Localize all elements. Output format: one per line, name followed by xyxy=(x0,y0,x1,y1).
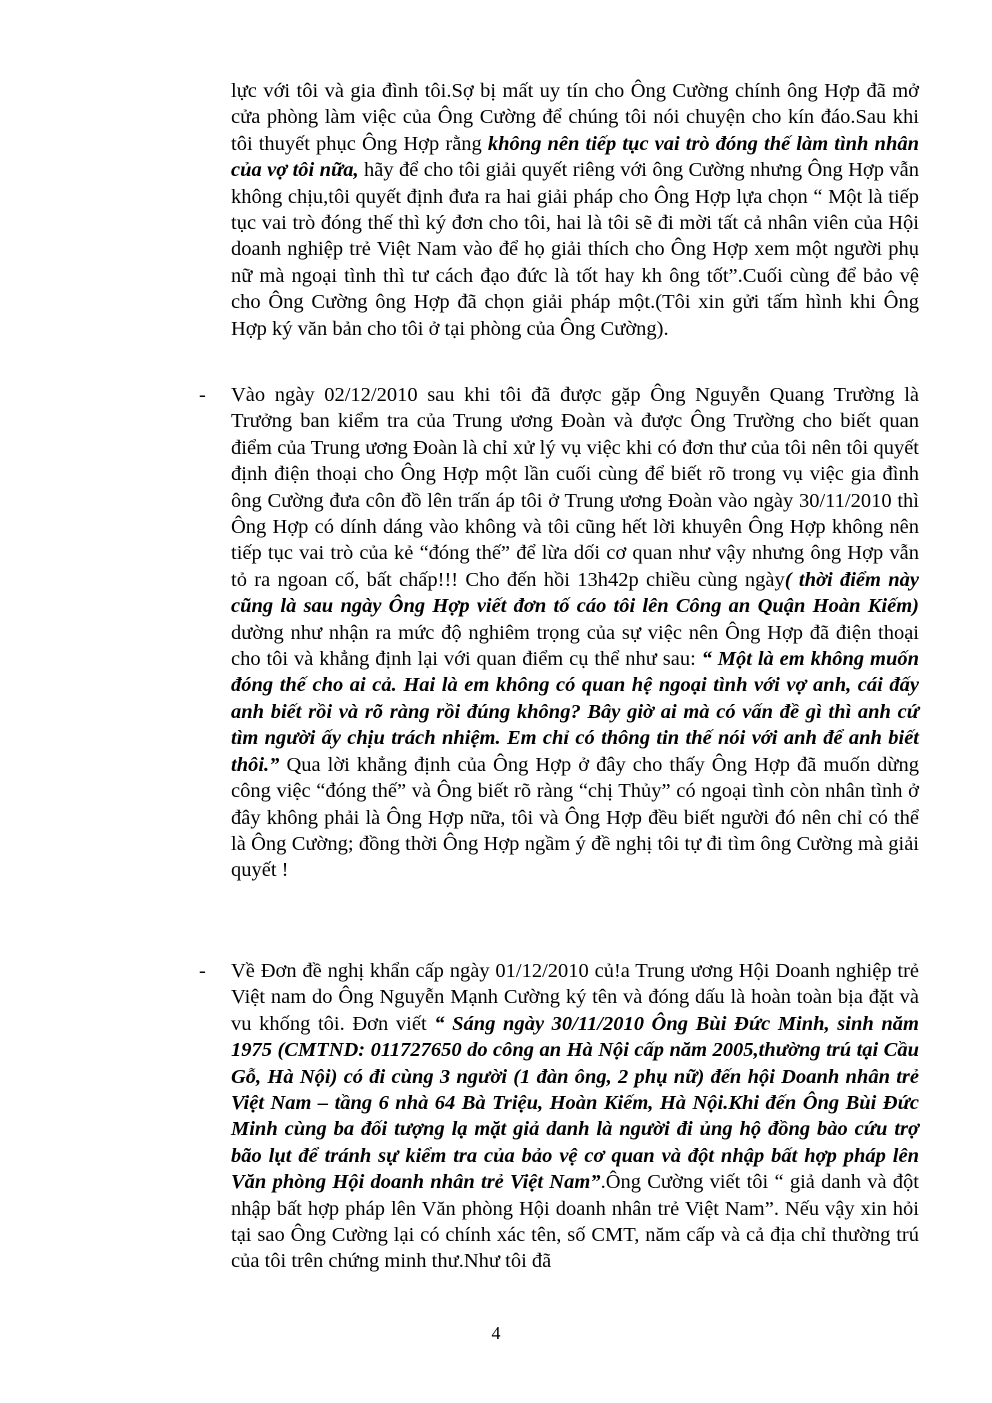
paragraph-2-run-5: Qua lời khẳng định của Ông Hợp ở đây cho thấy Ông Hợp đã muốn dừng công việc “đóng thế” và Ông biết rõ ràng “chị Thủy” có ngoại tình còn nhân tình ở đây không phải là Ông Hợp nữa, tôi và Ông Hợp đều biết người đó nên chỉ có thể là Ông Cường; đồng thời Ông Hợp ngầm ý đề nghị tôi tự đi tìm ông Cường mà giải quyết ! xyxy=(231,753,919,882)
page-number: 4 xyxy=(491,1323,501,1343)
paragraph-2-run-3: dường như nhận ra mức độ nghiêm trọng của sự việc nên Ông Hợp đã điện thoại cho tôi và khẳng định lại với quan điểm cụ thể như sau: xyxy=(231,621,919,671)
paragraph-3-run-2: “ Sáng ngày 30/11/2010 Ông Bùi Đức Minh, sinh năm 1975 (CMTND: 011727650 do công an Hà Nội cấp năm 2005,thường trú tại Cầu Gỗ, Hà Nội) có đi cùng 3 người (1 đàn ông, 2 phụ nữ) đến hội Doanh nhân trẻ Việt Nam – tầng 6 nhà 64 Bà Triệu, Hoàn Kiếm, Hà Nội.Khi đến Ông Bùi Đức Minh cùng ba đối tượng lạ mặt giả danh là người đi ủng hộ đồng bào cứu trợ bão lụt để tránh sự kiểm tra của bảo vệ cơ quan và đột nhập bất hợp pháp lên Văn phòng Hội doanh nhân trẻ Việt Nam” xyxy=(231,1012,919,1194)
paragraph-1 xyxy=(231,78,919,342)
paragraph-3-run-1: Về Đơn đề nghị khẩn cấp ngày 01/12/2010 củ!a Trung ương Hội Doanh nghiệp trẻ Việt nam do Ông Nguyễn Mạnh Cường ký tên và đóng dấu là hoàn toàn bịa đặt và vu khống tôi. Đơn viết xyxy=(231,960,919,1035)
paragraph-1-run-1: lực với tôi và gia đình tôi.Sợ bị mất uy tín cho Ông Cường chính ông Hợp đã mở cửa phòng làm việc của Ông Cường để chúng tôi nói chuyện cho kín đáo.Sau khi tôi thuyết phục Ông Hợp rằng xyxy=(231,80,919,155)
paragraph-1-run-2: không nên tiếp tục vai trò đóng thế làm tình nhân của vợ tôi nữa, xyxy=(231,132,920,182)
paragraph-2-run-2: ( thời điểm này cũng là sau ngày Ông Hợp viết đơn tố cáo tôi lên Công an Quận Hoàn Kiếm) xyxy=(231,568,919,618)
bullet-dash-3: - xyxy=(199,960,206,982)
bullet-dash-2: - xyxy=(199,384,206,406)
paragraph-2-run-4: “ Một là em không muốn đóng thế cho ai cả. Hai là em không có quan hệ ngoại tình với vợ anh, cái đấy anh biết rồi và rõ ràng rồi đúng không? Bây giờ ai mà có vấn đề gì thì anh cứ tìm người ấy chịu trách nhiệm. Em chỉ có thông tin thế nói với anh để anh biết thôi.” xyxy=(231,648,919,776)
paragraph-1-run-3: hãy để cho tôi giải quyết riêng với ông Cường nhưng Ông Hợp vẫn không chịu,tôi quyết định đưa ra hai giải pháp cho Ông Hợp lựa chọn “ Một là tiếp tục vai trò đóng thế thì ký đơn cho tôi, hai là tôi sẽ đi mời tất cả nhân viên của Hội doanh nghiệp trẻ Việt Nam vào để họ giải thích cho Ông Hợp xem một người phụ nữ mà ngoại tình thì tư cách đạo đức là tốt hay kh ông tốt”.Cuối cùng để bảo vệ cho Ông Cường ông Hợp đã chọn giải pháp một.(Tôi xin gửi tấm hình khi Ông Hợp ký văn bản cho tôi ở tại phòng của Ông Cường). xyxy=(231,159,919,340)
paragraph-3 xyxy=(231,958,919,1275)
paragraph-2-run-1: Vào ngày 02/12/2010 sau khi tôi đã được gặp Ông Nguyễn Quang Trường là Trưởng ban kiểm tra của Trung ương Đoàn và được Ông Trường cho biết quan điểm của Trung ương Đoàn là chỉ xử lý vụ việc khi có đơn thư của tôi nên tôi quyết định điện thoại cho Ông Hợp một lần cuối cùng để biết rõ trong vụ việc gia đình ông Cường đưa côn đồ lên trấn áp tôi ở Trung ương Đoàn vào ngày 30/11/2010 thì Ông Hợp có dính dáng vào không và tôi cũng hết lời khuyên Ông Hợp không nên tiếp tục vai trò của kẻ “đóng thế” để lừa dối cơ quan như vậy nhưng ông Hợp vẫn tỏ ra ngoan cố, bất chấp!!! Cho đến hồi 13h42p chiều cùng ngày xyxy=(231,384,919,591)
paragraph-2 xyxy=(231,382,919,884)
paragraph-3-run-3: .Ông Cường viết tôi “ giả danh và đột nhập bất hợp pháp lên Văn phòng Hội doanh nhân trẻ Việt Nam”. Nếu vậy xin hỏi tại sao Ông Cường lại có chính xác tên, số CMT, năm cấp và cả địa chỉ thường trú của tôi trên chứng minh thư.Như tôi đã xyxy=(231,1171,920,1273)
